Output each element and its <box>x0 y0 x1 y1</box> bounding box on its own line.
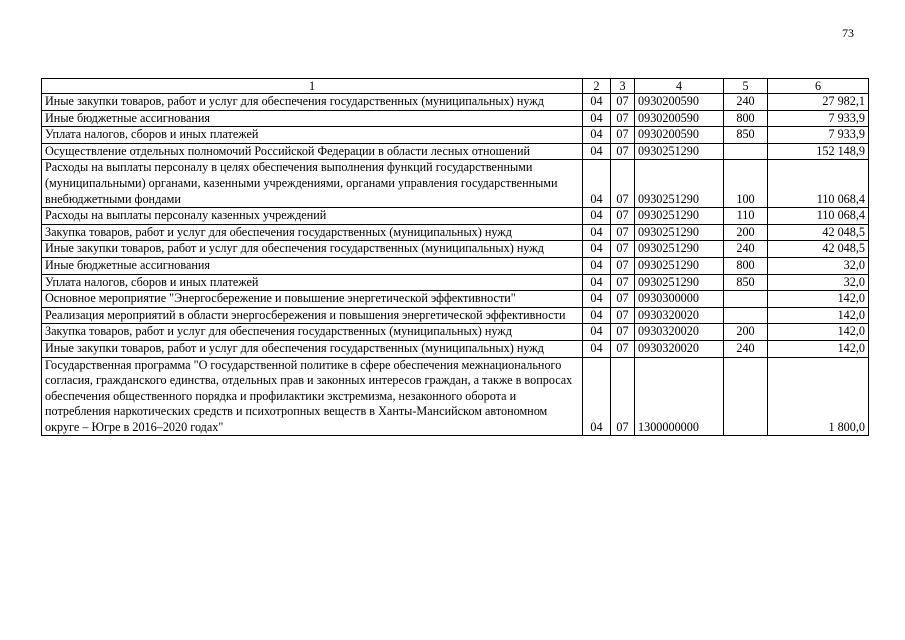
column-header: 1 <box>42 79 583 94</box>
expense-type-cell: 240 <box>724 340 768 357</box>
amount-cell: 32,0 <box>768 274 869 291</box>
subsection-cell: 07 <box>611 257 635 274</box>
expense-name-cell: Закупка товаров, работ и услуг для обеспечения государственных (муниципальных) нужд <box>42 324 583 341</box>
table-row <box>42 127 869 144</box>
target-code-cell: 0930251290 <box>635 143 724 160</box>
target-code-cell: 0930200590 <box>635 94 724 111</box>
target-code-cell: 0930320020 <box>635 307 724 324</box>
expense-name-cell: Основное мероприятие "Энергосбережение и повышение энергетической эффективности" <box>42 291 583 308</box>
section-cell: 04 <box>583 143 611 160</box>
budget-table <box>41 78 869 436</box>
table-row <box>42 160 869 208</box>
target-code-cell: 0930251290 <box>635 241 724 258</box>
expense-name-cell: Закупка товаров, работ и услуг для обеспечения государственных (муниципальных) нужд <box>42 224 583 241</box>
expense-name-cell: Расходы на выплаты персоналу казенных учреждений <box>42 208 583 225</box>
amount-cell: 142,0 <box>768 340 869 357</box>
table-row <box>42 224 869 241</box>
section-cell: 04 <box>583 340 611 357</box>
target-code-cell: 0930251290 <box>635 160 724 208</box>
expense-type-cell <box>724 307 768 324</box>
table-row <box>42 257 869 274</box>
target-code-cell: 1300000000 <box>635 357 724 436</box>
expense-type-cell <box>724 357 768 436</box>
expense-type-cell: 100 <box>724 160 768 208</box>
subsection-cell: 07 <box>611 160 635 208</box>
target-code-cell: 0930251290 <box>635 257 724 274</box>
expense-type-cell <box>724 143 768 160</box>
subsection-cell: 07 <box>611 224 635 241</box>
subsection-cell: 07 <box>611 291 635 308</box>
amount-cell: 110 068,4 <box>768 160 869 208</box>
amount-cell: 42 048,5 <box>768 224 869 241</box>
column-header: 2 <box>583 79 611 94</box>
expense-type-cell: 850 <box>724 274 768 291</box>
amount-cell: 32,0 <box>768 257 869 274</box>
subsection-cell: 07 <box>611 94 635 111</box>
header-row <box>42 79 869 94</box>
expense-type-cell: 800 <box>724 257 768 274</box>
table-row <box>42 110 869 127</box>
expense-name-cell: Иные закупки товаров, работ и услуг для обеспечения государственных (муниципальных) нужд <box>42 241 583 258</box>
section-cell: 04 <box>583 160 611 208</box>
amount-cell: 7 933,9 <box>768 127 869 144</box>
table-row <box>42 241 869 258</box>
table-row <box>42 357 869 436</box>
expense-name-cell: Государственная программа "О государственной политике в сфере обеспечения межнационального согласия, гражданского единства, отдельных прав и законных интересов граждан, а также в вопросах обеспечения общественного порядка и профилактики экстремизма, незаконного оборота и потребления наркотических средств и психотропных веществ в Ханты-Мансийском автономном округе – Югре в 2016–2020 годах" <box>42 357 583 436</box>
table-row <box>42 208 869 225</box>
section-cell: 04 <box>583 208 611 225</box>
amount-cell: 27 982,1 <box>768 94 869 111</box>
target-code-cell: 0930251290 <box>635 274 724 291</box>
expense-name-cell: Иные бюджетные ассигнования <box>42 110 583 127</box>
subsection-cell: 07 <box>611 241 635 258</box>
subsection-cell: 07 <box>611 143 635 160</box>
expense-name-cell: Расходы на выплаты персоналу в целях обеспечения выполнения функций государственными (муниципальными) органами, казенными учреждениями, органами управления государственными внебюджетными фондами <box>42 160 583 208</box>
section-cell: 04 <box>583 110 611 127</box>
table-row <box>42 291 869 308</box>
subsection-cell: 07 <box>611 208 635 225</box>
table-row <box>42 143 869 160</box>
amount-cell: 152 148,9 <box>768 143 869 160</box>
section-cell: 04 <box>583 127 611 144</box>
table-row <box>42 324 869 341</box>
subsection-cell: 07 <box>611 340 635 357</box>
table-row <box>42 307 869 324</box>
section-cell: 04 <box>583 291 611 308</box>
section-cell: 04 <box>583 94 611 111</box>
table-row <box>42 340 869 357</box>
section-cell: 04 <box>583 274 611 291</box>
target-code-cell: 0930320020 <box>635 324 724 341</box>
page-number: 73 <box>842 26 854 40</box>
section-cell: 04 <box>583 241 611 258</box>
subsection-cell: 07 <box>611 307 635 324</box>
amount-cell: 142,0 <box>768 307 869 324</box>
column-header: 4 <box>635 79 724 94</box>
subsection-cell: 07 <box>611 110 635 127</box>
amount-cell: 7 933,9 <box>768 110 869 127</box>
amount-cell: 142,0 <box>768 324 869 341</box>
expense-type-cell: 200 <box>724 224 768 241</box>
expense-type-cell: 200 <box>724 324 768 341</box>
target-code-cell: 0930200590 <box>635 110 724 127</box>
subsection-cell: 07 <box>611 127 635 144</box>
subsection-cell: 07 <box>611 274 635 291</box>
section-cell: 04 <box>583 257 611 274</box>
amount-cell: 42 048,5 <box>768 241 869 258</box>
expense-name-cell: Уплата налогов, сборов и иных платежей <box>42 274 583 291</box>
section-cell: 04 <box>583 357 611 436</box>
expense-type-cell: 800 <box>724 110 768 127</box>
expense-name-cell: Уплата налогов, сборов и иных платежей <box>42 127 583 144</box>
column-header: 5 <box>724 79 768 94</box>
target-code-cell: 0930200590 <box>635 127 724 144</box>
expense-name-cell: Иные бюджетные ассигнования <box>42 257 583 274</box>
expense-type-cell: 240 <box>724 241 768 258</box>
expense-type-cell: 110 <box>724 208 768 225</box>
expense-name-cell: Осуществление отдельных полномочий Российской Федерации в области лесных отношений <box>42 143 583 160</box>
expense-type-cell <box>724 291 768 308</box>
amount-cell: 1 800,0 <box>768 357 869 436</box>
section-cell: 04 <box>583 307 611 324</box>
expense-name-cell: Иные закупки товаров, работ и услуг для обеспечения государственных (муниципальных) нужд <box>42 340 583 357</box>
column-header: 6 <box>768 79 869 94</box>
target-code-cell: 0930251290 <box>635 224 724 241</box>
expense-name-cell: Иные закупки товаров, работ и услуг для обеспечения государственных (муниципальных) нужд <box>42 94 583 111</box>
amount-cell: 142,0 <box>768 291 869 308</box>
section-cell: 04 <box>583 224 611 241</box>
table-row <box>42 94 869 111</box>
expense-type-cell: 240 <box>724 94 768 111</box>
subsection-cell: 07 <box>611 324 635 341</box>
section-cell: 04 <box>583 324 611 341</box>
target-code-cell: 0930320020 <box>635 340 724 357</box>
expense-type-cell: 850 <box>724 127 768 144</box>
amount-cell: 110 068,4 <box>768 208 869 225</box>
target-code-cell: 0930300000 <box>635 291 724 308</box>
subsection-cell: 07 <box>611 357 635 436</box>
expense-name-cell: Реализация мероприятий в области энергосбережения и повышения энергетической эффективности <box>42 307 583 324</box>
column-header: 3 <box>611 79 635 94</box>
target-code-cell: 0930251290 <box>635 208 724 225</box>
table-row <box>42 274 869 291</box>
